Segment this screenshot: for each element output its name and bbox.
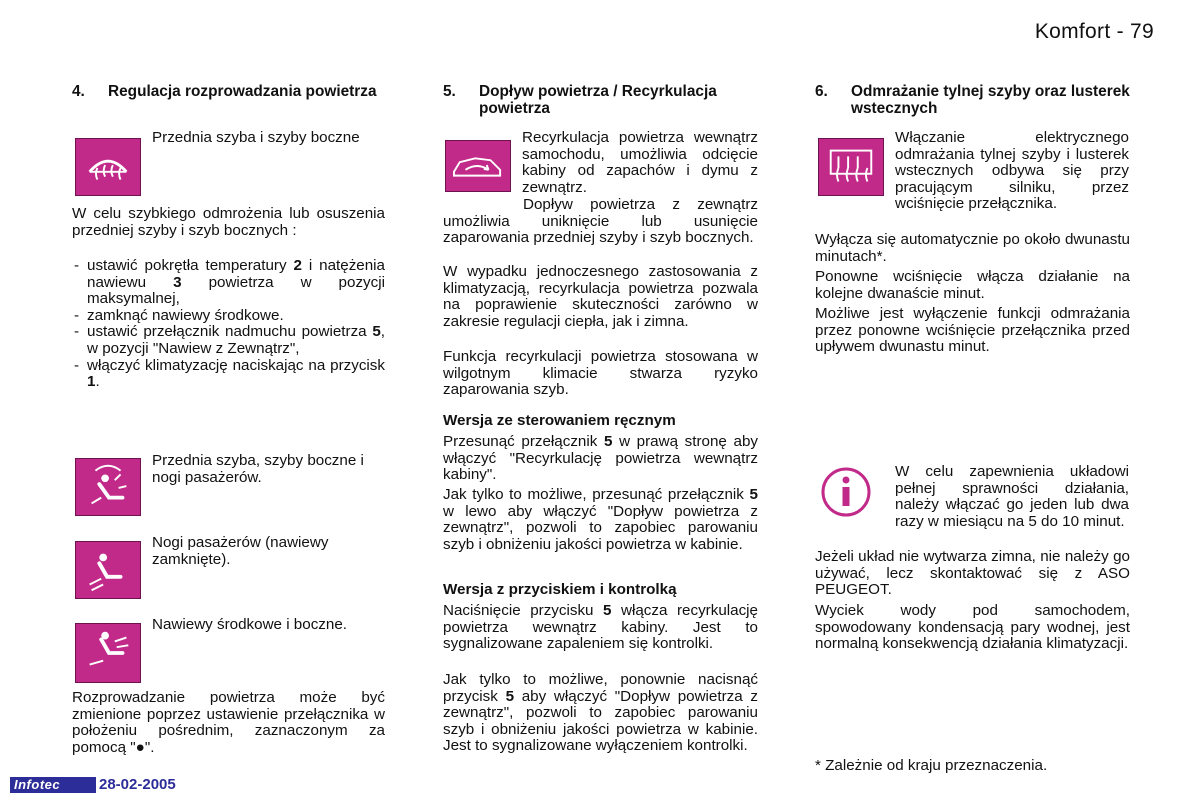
recirculation-caption: Recyrkulacja powietrza wewnątrz samochodu, umożliwia odcięcie kabiny od zapachów i dymu z zewnątrz. bbox=[522, 129, 758, 196]
col2-para1: Dopływ powietrza z zewnątrz umożliwia uniknięcie lub usunięcie zaparowania przedniej szyby i szyb bocznych. bbox=[443, 196, 758, 247]
col3-para1: Wyłącza się automatycznie po około dwunastu minutach*. bbox=[815, 231, 1130, 265]
button-para2: Jak tylko to możliwe, ponownie nacisnąć przycisk 5 aby włączyć "Dopływ powietrza z zewnątrz", pozwoli to zapobiec parowaniu szyb i obniżeniu jakości powietrza w kabinie. Jest to sygnalizowane wyłączeniem kontrolki. bbox=[443, 671, 758, 755]
rear-defrost-caption bbox=[895, 130, 1129, 213]
section-number: 6. bbox=[815, 83, 828, 100]
footnote: * Zależnie od kraju przeznaczenia. bbox=[815, 757, 1048, 774]
manual-para2: Jak tylko to możliwe, przesunąć przełącznik 5 w lewo aby włączyć "Dopływ powietrza z zewnątrz", pozwoli to zapobiec parowaniu szyb i obniżeniu jakości powietrza w kabinie. bbox=[443, 486, 758, 553]
windscreen-demist-icon bbox=[75, 138, 141, 196]
col1-para2: Rozprowadzanie powietrza może być zmienione poprzez ustawienie przełącznika w położeniu pośrednim, zaznaczonym za pomocą "●". bbox=[72, 689, 385, 756]
page-header: Komfort - 79 bbox=[1034, 20, 1154, 43]
face-vent-icon bbox=[75, 623, 141, 683]
feet-vent-icon bbox=[75, 541, 141, 599]
manual-version-heading: Wersja ze sterowaniem ręcznym bbox=[443, 412, 676, 429]
icon2-caption: Przednia szyba, szyby boczne i nogi pasażerów. bbox=[152, 452, 364, 486]
col2-para3: Funkcja recyrkulacji powietrza stosowana w wilgotnym klimacie stwarza ryzyko zaparowania szyb. bbox=[443, 348, 758, 399]
info-text: W celu zapewnienia układowi pełnej sprawności działania, należy włączać go jeden lub dwa razy w miesiącu na 5 do 10 minut. bbox=[895, 463, 1129, 530]
section-title-text: Dopływ powietrza / Recyrkulacja powietrza bbox=[479, 83, 717, 117]
infotec-logo: Infotec bbox=[10, 777, 96, 793]
button-para1: Naciśnięcie przycisku 5 włącza recyrkulację powietrza wewnątrz kabiny. Jest to sygnalizowane zapaleniem się kontrolki. bbox=[443, 602, 758, 653]
footer-date: 28-02-2005 bbox=[99, 776, 176, 793]
icon4-caption: Nawiewy środkowe i boczne. bbox=[152, 616, 347, 633]
info-icon bbox=[820, 466, 872, 518]
col3-para2: Ponowne wciśnięcie włącza działanie na kolejne dwanaście minut. bbox=[815, 268, 1130, 302]
section-title-text: Odmrażanie tylnej szyby oraz lusterek wstecznych bbox=[851, 83, 1130, 117]
col3-para4: Jeżeli układ nie wytwarza zimna, nie należy go używać, lecz skontaktować się z ASO PEUGEOT. bbox=[815, 548, 1130, 599]
col3-para5: Wyciek wody pod samochodem, spowodowany kondensacją pary wodnej, jest normalną konsekwencją działania klimatyzacji. bbox=[815, 602, 1130, 653]
section-title-text: Regulacja rozprowadzania powietrza bbox=[108, 83, 377, 100]
section-number: 4. bbox=[72, 83, 85, 100]
list-item: - ustawić pokrętła temperatury 2 i natężenia nawiewu 3 powietrza w pozycji maksymalnej, bbox=[72, 258, 385, 308]
col1-para1: W celu szybkiego odmrożenia lub osuszenia przedniej szyby i szyb bocznych : bbox=[72, 205, 385, 239]
list-item: - ustawić przełącznik nadmuchu powietrza 5, w pozycji "Nawiew z Zewnątrz", bbox=[72, 324, 385, 357]
section-6-title bbox=[815, 84, 1130, 117]
manual-para1: Przesunąć przełącznik 5 w prawą stronę aby włączyć "Recyrkulację powietrza wewnątrz kabiny". bbox=[443, 433, 758, 484]
instruction-list bbox=[72, 258, 385, 391]
screen-and-feet-icon bbox=[75, 458, 141, 516]
icon3-caption: Nogi pasażerów (nawiewy zamknięte). bbox=[152, 534, 329, 568]
recirculation-icon bbox=[445, 140, 511, 192]
section-4-title bbox=[72, 84, 385, 101]
col2-para2: W wypadku jednoczesnego zastosowania z klimatyzacją, recyrkulacja powietrza pozwala na poprawienie skuteczności zarówno w zakresie regulacji ciepła, jak i zimna. bbox=[443, 263, 758, 330]
button-version-heading: Wersja z przyciskiem i kontrolką bbox=[443, 581, 677, 598]
caption-text: Włączanie elektrycznego odmrażania tylnej szyby i lusterek wstecznych odbywa się przy pracującym silniku, przez wciśnięcie przełącznika. bbox=[895, 129, 1129, 213]
rear-defrost-icon bbox=[818, 138, 884, 196]
section-number: 5. bbox=[443, 83, 456, 100]
section-5-title bbox=[443, 84, 758, 117]
list-item: - zamknąć nawiewy środkowe. bbox=[72, 308, 385, 325]
list-item: - włączyć klimatyzację naciskając na przycisk 1. bbox=[72, 358, 385, 391]
col3-para3: Możliwe jest wyłączenie funkcji odmrażania przez ponowne wciśnięcie przełącznika przed upływem dwunastu minut. bbox=[815, 305, 1130, 356]
icon1-caption: Przednia szyba i szyby boczne bbox=[152, 129, 360, 146]
